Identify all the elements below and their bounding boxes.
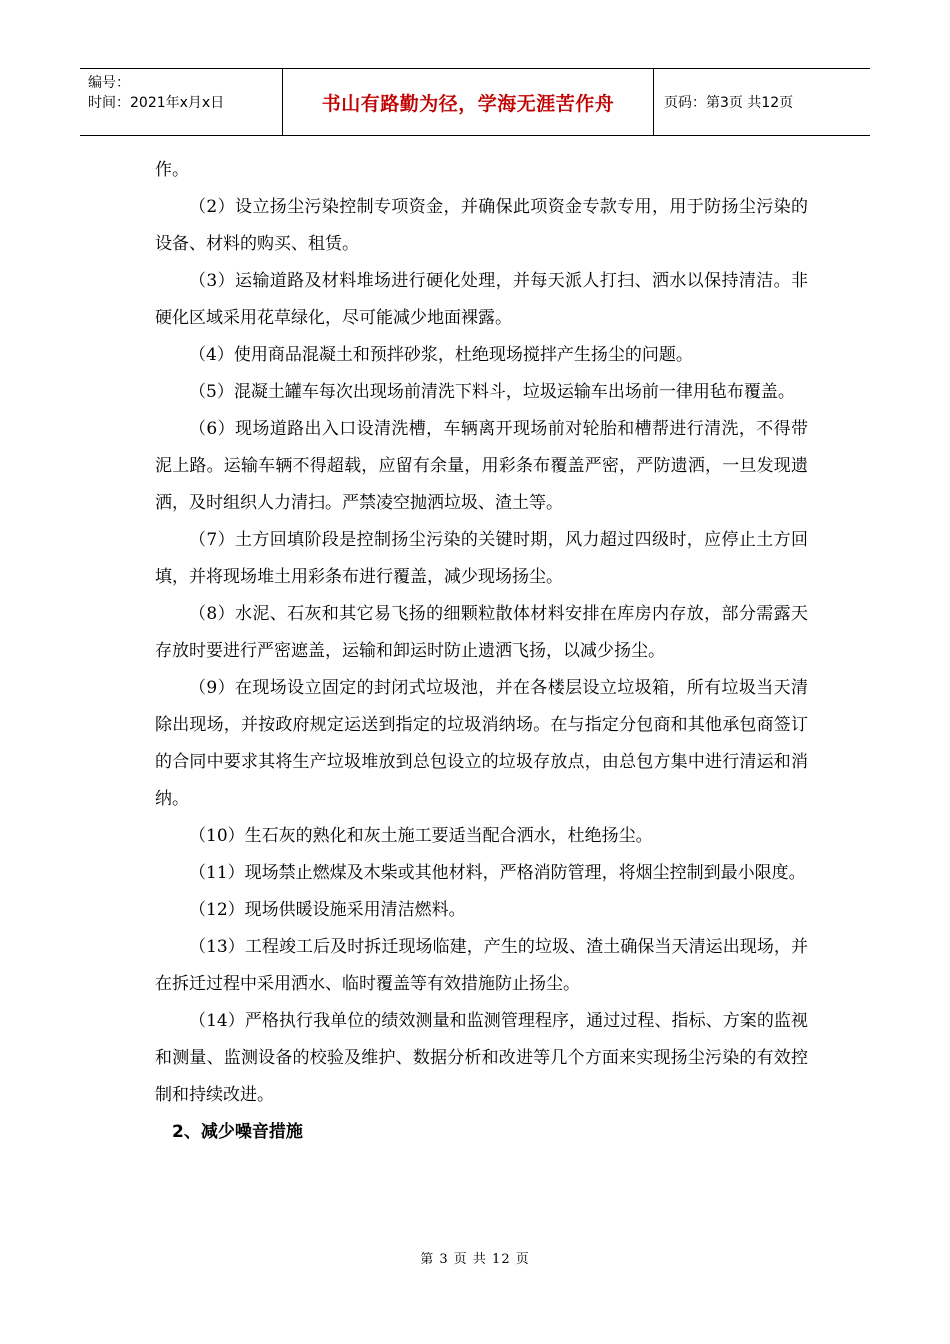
paragraph-item-11: （11）现场禁止燃煤及木柴或其他材料，严格消防管理，将烟尘控制到最小限度。: [189, 863, 806, 883]
paragraph-item-10: （10）生石灰的熟化和灰土施工要适当配合洒水，杜绝扬尘。: [189, 826, 653, 846]
paragraph-continuation: 作。: [155, 160, 189, 180]
paragraph-item-3: （3）运输道路及材料堆场进行硬化处理，并每天派人打扫、洒水以保持清洁。非硬化区域采用花草绿化，尽可能减少地面裸露。: [155, 271, 808, 328]
header-page-info: 页码：第3页 共12页: [664, 95, 794, 111]
page-footer: 第 3 页 共 12 页: [420, 1252, 530, 1267]
paragraph-item-14: （14）严格执行我单位的绩效测量和监测管理程序，通过过程、指标、方案的监视和测量、监测设备的校验及维护、数据分析和改进等几个方面来实现扬尘污染的有效控制和持续改进。: [155, 1011, 808, 1105]
paragraph-item-9: （9）在现场设立固定的封闭式垃圾池，并在各楼层设立垃圾箱，所有垃圾当天清除出现场，并按政府规定运送到指定的垃圾消纳场。在与指定分包商和其他承包商签订的合同中要求其将生产垃圾堆放到总包设立的垃圾存放点，由总包方集中进行清运和消纳。: [155, 678, 808, 809]
header-motto: 书山有路勤为径，学海无涯苦作舟: [282, 69, 654, 135]
header-meta: [80, 69, 282, 135]
paragraph-item-13: （13）工程竣工后及时拆迁现场临建，产生的垃圾、渣土确保当天清运出现场，并在拆迁过程中采用洒水、临时覆盖等有效措施防止扬尘。: [155, 937, 808, 994]
document-body: [155, 152, 808, 1151]
paragraph-item-6: （6）现场道路出入口设清洗槽，车辆离开现场前对轮胎和槽帮进行清洗，不得带泥上路。运输车辆不得超载，应留有余量，用彩条布覆盖严密，严防遗洒，一旦发现遗洒，及时组织人力清扫。严禁凌空抛洒垃圾、渣土等。: [155, 419, 808, 513]
paragraph-item-8: （8）水泥、石灰和其它易飞扬的细颗粒散体材料安排在库房内存放，部分需露天存放时要进行严密遮盖，运输和卸运时防止遗洒飞扬，以减少扬尘。: [155, 604, 808, 661]
document-header: [80, 68, 870, 136]
document-date-label: 时间：2021年x月x日: [88, 95, 225, 111]
paragraph-item-7: （7）土方回填阶段是控制扬尘污染的关键时期，风力超过四级时，应停止土方回填，并将现场堆土用彩条布进行覆盖，减少现场扬尘。: [155, 530, 808, 587]
paragraph-item-4: （4）使用商品混凝土和预拌砂浆，杜绝现场搅拌产生扬尘的问题。: [189, 345, 693, 365]
paragraph-item-5: （5）混凝土罐车每次出现场前清洗下料斗，垃圾运输车出场前一律用毡布覆盖。: [189, 382, 795, 402]
paragraph-item-12: （12）现场供暖设施采用清洁燃料。: [189, 900, 466, 920]
section-heading: 2、减少噪音措施: [172, 1122, 303, 1142]
document-number-label: 编号：: [88, 75, 130, 91]
paragraph-item-2: （2）设立扬尘污染控制专项资金，并确保此项资金专款专用，用于防扬尘污染的设备、材料的购买、租赁。: [155, 197, 808, 254]
